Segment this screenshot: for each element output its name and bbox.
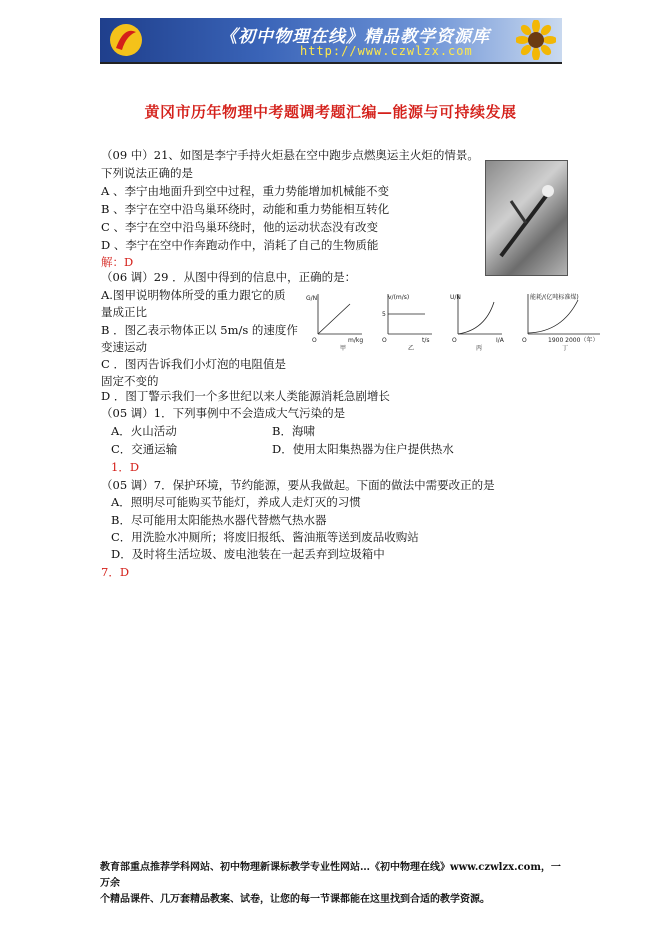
q4-option-b: B．尽可能用太阳能热水器代替燃气热水器	[111, 513, 327, 527]
document-title: 黄冈市历年物理中考题调考题汇编—能源与可持续发展	[144, 103, 517, 121]
q3-stem: （05 调）1．下列事例中不会造成大气污染的是	[101, 406, 346, 420]
q4-option-d: D．及时将生活垃圾、废电池装在一起丢弃到垃圾箱中	[111, 547, 385, 561]
q1-option-c: C 、李宁在空中沿鸟巢环绕时，他的运动状态没有改变	[101, 220, 378, 234]
q2-stem: （06 调）29 ．从图中得到的信息中，正确的是：	[101, 270, 357, 284]
chart-bing	[450, 294, 505, 352]
sunflower-icon	[516, 20, 556, 60]
chart-jia-origin: O	[312, 337, 317, 344]
q3-option-c: C．交通运输	[111, 442, 178, 456]
q1-option-a: A 、李宁由地面升到空中过程，重力势能增加机械能不变	[101, 184, 389, 198]
chart-jia-line	[318, 304, 350, 334]
q2-option-a-line1: A.图甲说明物体所受的重力跟它的质	[101, 288, 286, 302]
q1-answer-label: 解：	[101, 255, 124, 269]
chart-bing-curve	[458, 302, 494, 334]
q2-option-b-line1: B ．图乙表示物体正以 5m/s 的速度作	[101, 323, 298, 337]
torch-photo	[485, 160, 568, 276]
site-logo-icon	[108, 22, 144, 58]
chart-yi-xlabel: t/s	[422, 337, 430, 344]
page-footer	[100, 860, 562, 908]
q1-stem-line2: 下列说法正确的是	[101, 166, 193, 180]
chart-ding-xlabel: 1900 2000（年）	[548, 337, 599, 344]
q1-option-d: D 、李宁在空中作奔跑动作中，消耗了自己的生物质能	[101, 238, 379, 252]
header-banner	[100, 18, 562, 64]
q2-charts	[300, 290, 620, 352]
banner-title: 《初中物理在线》精品教学资源库	[220, 27, 490, 47]
q1-option-b: B 、李宁在空中沿鸟巢环绕时，动能和重力势能相互转化	[101, 202, 390, 216]
chart-ding	[522, 293, 600, 352]
q1-answer-value: D	[124, 255, 134, 269]
chart-ding-origin: O	[522, 337, 527, 344]
chart-jia	[306, 294, 363, 352]
q3-option-b: B．海啸	[272, 424, 315, 438]
chart-bing-xlabel: I/A	[496, 337, 504, 344]
chart-bing-origin: O	[452, 337, 457, 344]
q3-option-d: D．使用太阳集热器为住户提供热水	[272, 442, 454, 456]
banner-url[interactable]: http://www.czwlzx.com	[300, 44, 473, 58]
q2-option-c-line1: C ．图丙告诉我们小灯泡的电阻值是	[101, 357, 286, 371]
q4-option-c: C．用洗脸水冲厕所；将废旧报纸、酱油瓶等送到废品收购站	[111, 530, 419, 544]
q1-stem-line1: （09 中）21、如图是李宁手持火炬悬在空中跑步点燃奥运主火炬的情景。	[101, 148, 479, 162]
chart-jia-name: 甲	[340, 345, 347, 352]
chart-ding-ylabel: 能耗/(亿吨标准煤)	[530, 294, 579, 301]
torch-figure-icon	[486, 161, 567, 275]
chart-bing-name: 丙	[476, 345, 483, 352]
q2-option-d: D ．图丁警示我们一个多世纪以来人类能源消耗急剧增长	[101, 389, 390, 403]
chart-yi-ylabel: v/(m/s)	[388, 294, 410, 301]
chart-jia-xlabel: m/kg	[348, 337, 364, 344]
chart-ding-curve	[528, 300, 578, 333]
chart-bing-ylabel: U/N	[450, 294, 461, 301]
chart-yi-tick: 5	[382, 311, 386, 318]
chart-yi-name: 乙	[408, 345, 415, 352]
chart-ding-name: 丁	[562, 345, 569, 352]
footer-line1: 教育部重点推荐学科网站、初中物理新课标教学专业性网站…《初中物理在线》www.czwlzx.com，一万余	[100, 862, 561, 889]
q2-option-c-line2: 固定不变的	[101, 374, 159, 388]
chart-yi	[382, 294, 432, 352]
footer-line2: 个精品课件、几万套精品教案、试卷，让您的每一节课都能在这里找到合适的教学资源。	[100, 894, 490, 905]
chart-yi-origin: O	[382, 337, 387, 344]
chart-jia-ylabel: G/N	[306, 295, 318, 302]
q3-option-a: A．火山活动	[111, 424, 177, 438]
q4-answer: 7．D	[101, 565, 130, 579]
q2-option-a-line2: 量成正比	[101, 305, 147, 319]
q3-answer: 1．D	[111, 460, 140, 474]
q4-stem: （05 调）7．保护环境，节约能源，要从我做起。下面的做法中需要改正的是	[101, 478, 495, 492]
q2-option-b-line2: 变速运动	[101, 340, 147, 354]
q4-option-a: A．照明尽可能购买节能灯，养成人走灯灭的习惯	[111, 495, 361, 509]
